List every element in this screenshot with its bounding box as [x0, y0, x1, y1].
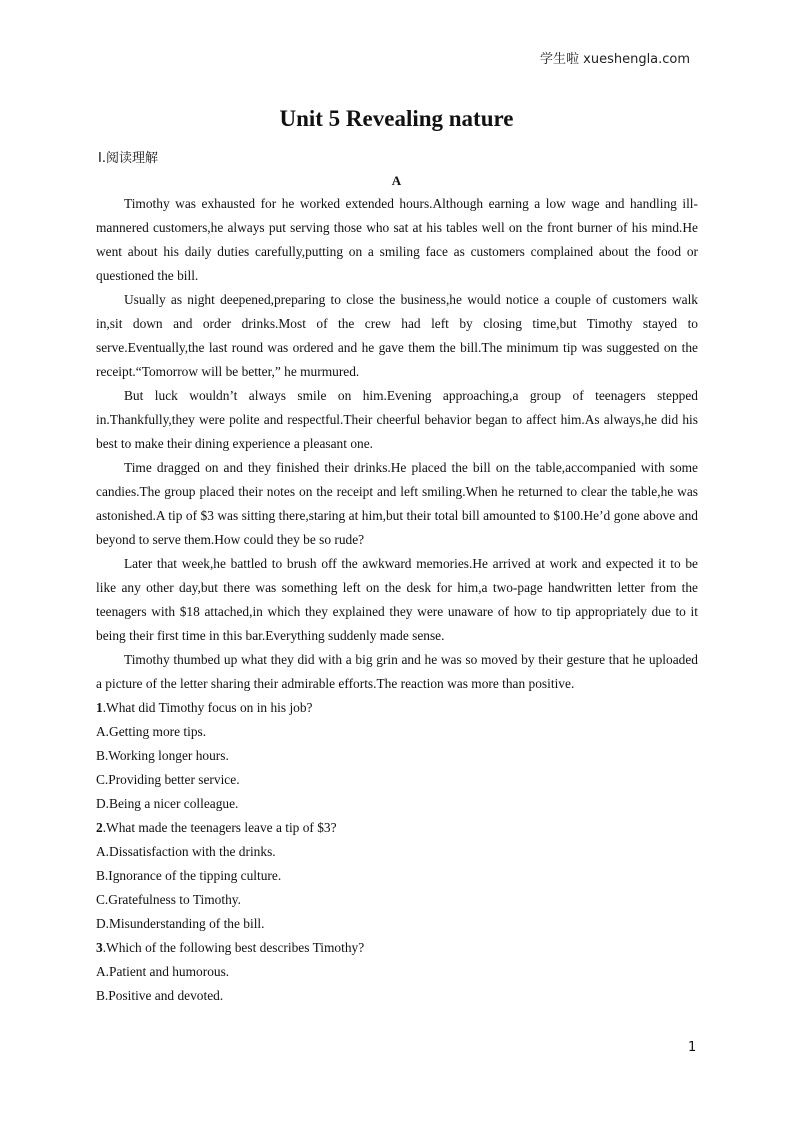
question-stem [96, 816, 698, 840]
question-number: 3 [96, 940, 103, 955]
site-watermark: 学生啦 xueshengla.com [540, 52, 691, 67]
passage-label: A [391, 173, 402, 188]
paragraph: Usually as night deepened,preparing to close the business,he would notice a couple of customers walk in,sit down and order drinks.Most of the crew had left by closing time,but Timothy stayed to serve.Eventually,the last round was ordered and he gave them the bill.The minimum tip was suggested on the receipt.“Tomorrow will be better,” he murmured. [96, 292, 698, 379]
question-option: D.Being a nicer colleague. [96, 796, 239, 811]
question-option: A.Getting more tips. [96, 724, 207, 739]
question-text: .What did Timothy focus on in his job? [102, 700, 313, 715]
question-number: 1 [96, 700, 103, 715]
paragraph: Timothy thumbed up what they did with a big grin and he was so moved by their gesture that he uploaded a picture of the letter sharing their admirable efforts.The reaction was more than positive. [96, 652, 698, 691]
question-text: .Which of the following best describes Timothy? [102, 940, 365, 955]
document-body [96, 192, 698, 1008]
page-number: 1 [688, 1040, 697, 1055]
question-text: .What made the teenagers leave a tip of $3? [102, 820, 337, 835]
section-heading: Ⅰ.阅读理解 [98, 151, 158, 166]
question-stem [96, 936, 698, 960]
question-option: B.Ignorance of the tipping culture. [96, 868, 282, 883]
question-number: 2 [96, 820, 103, 835]
paragraph: Later that week,he battled to brush off the awkward memories.He arrived at work and expected it to be like any other day,but there was something left on the desk for him,a two-page handwritten letter from the teenagers with $18 attached,in which they explained they were unaware of how to tip appropriately due to it being their first time in this bar.Everything suddenly made sense. [96, 556, 698, 643]
question-option: D.Misunderstanding of the bill. [96, 916, 265, 931]
question-option: C.Gratefulness to Timothy. [96, 892, 241, 907]
question-option: A.Patient and humorous. [96, 964, 230, 979]
question-stem [96, 696, 698, 720]
paragraph: Time dragged on and they finished their drinks.He placed the bill on the table,accompanied with some candies.The group placed their notes on the receipt and left smiling.When he returned to clear the table,he was astonished.A tip of $3 was sitting there,staring at him,but their total bill amounted to $100.He’d gone above and beyond to serve them.How could they be so rude? [96, 460, 698, 547]
paragraph: But luck wouldn’t always smile on him.Evening approaching,a group of teenagers stepped in.Thankfully,they were polite and respectful.Their cheerful behavior began to affect him.As always,he did his best to make their dining experience a pleasant one. [96, 388, 698, 451]
paragraph: Timothy was exhausted for he worked extended hours.Although earning a low wage and handling ill-mannered customers,he always put serving those who sat at his tables well on the front burner of his mind.He went about his daily duties carefully,putting on a smiling face as customers complained about the food or questioned the bill. [96, 196, 698, 283]
question-option: B.Working longer hours. [96, 748, 229, 763]
question-option: A.Dissatisfaction with the drinks. [96, 844, 276, 859]
question-option: C.Providing better service. [96, 772, 240, 787]
page-title: Unit 5 Revealing nature [279, 106, 514, 131]
question-option: B.Positive and devoted. [96, 988, 224, 1003]
